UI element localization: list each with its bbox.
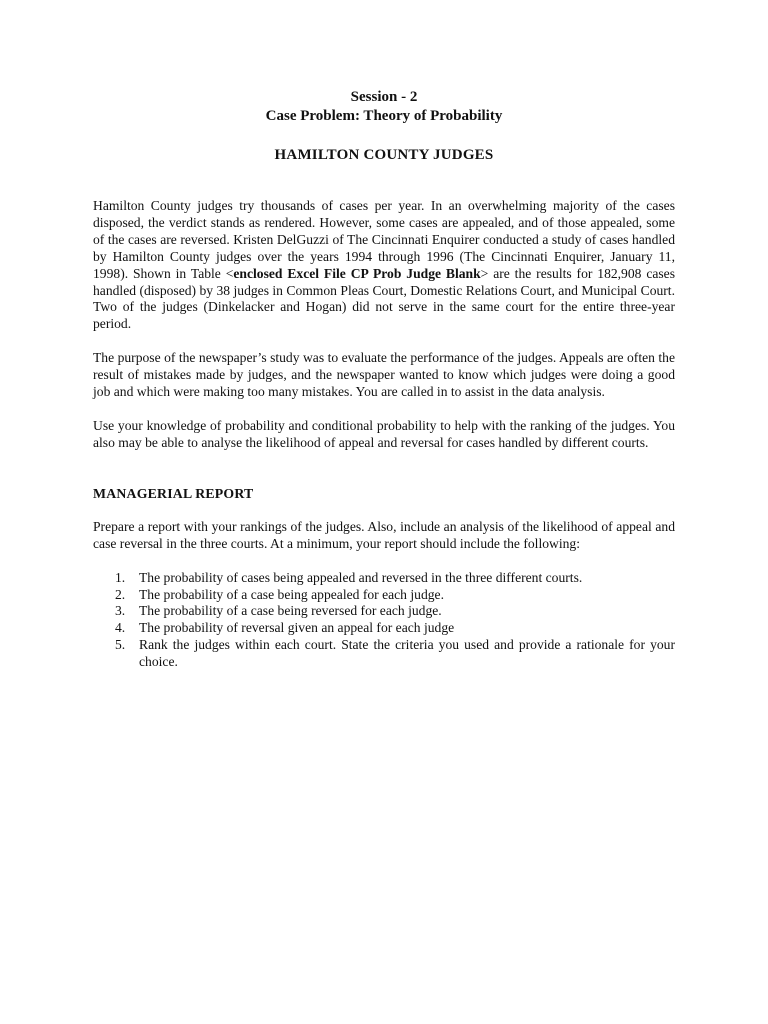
list-item [93,637,675,671]
list-item [93,570,675,587]
list-item-number: 2. [115,586,126,602]
list-item-text: Rank the judges within each court. State the criteria you used and provide a rationale for your choice. [139,637,675,670]
list-item-number: 1. [115,569,126,585]
excel-file-reference: enclosed Excel File CP Prob Judge Blank [233,265,481,281]
list-item [93,620,675,637]
task-paragraph: Use your knowledge of probability and conditional probability to help with the ranking of the judges. You also may be able to analyse the likelihood of appeal and reversal for cases handled by different courts. [93,417,675,450]
list-item-text: The probability of a case being appealed for each judge. [139,586,444,602]
document-title: HAMILTON COUNTY JUDGES [274,147,494,163]
list-item [93,587,675,604]
document-page [93,88,675,671]
list-item [93,603,675,620]
list-item-number: 4. [115,620,126,636]
list-item-text: The probability of a case being reversed for each judge. [139,603,442,619]
session-label: Session - 2 [350,89,418,105]
list-item-number: 3. [115,603,126,619]
list-item-text: The probability of cases being appealed and reversed in the three different courts. [139,569,583,585]
intro-paragraph [93,198,675,333]
purpose-paragraph: The purpose of the newspaper’s study was to evaluate the performance of the judges. Appeals are often the result of mistakes made by judges, and the newspaper wanted to know which judges were doing a good job and which were making too many mistakes. You are called in to assist in the data analysis. [93,350,675,400]
list-item-text: The probability of reversal given an appeal for each judge [139,620,455,636]
case-title: Case Problem: Theory of Probability [265,108,503,124]
managerial-report-heading: MANAGERIAL REPORT [93,485,254,501]
intro-text-end: > are the results for 182,908 cases handled (disposed) by 38 judges in Common Pleas Court, Domestic Relations Court, and Municipal Court. Two of the judges (Dinkelacker and Hogan) did not serve in the same court for the entire three-year period. [93,265,676,332]
report-requirements-list [93,570,675,671]
report-intro-paragraph: Prepare a report with your rankings of the judges. Also, include an analysis of the likelihood of appeal and case reversal in the three courts. At a minimum, your report should include the following: [93,518,675,551]
intro-text-start: Hamilton County judges try thousands of cases per year. In an overwhelming majority of the cases disposed, the verdict stands as rendered. However, some cases are appealed, and of those appealed, some of the cases are reversed. Kristen DelGuzzi of The Cincinnati Enquirer conducted a study of cases handled by Hamilton County judges over the years 1994 through 1996 (The Cincinnati Enquirer, January 11, 1998). Shown in Table < [93,198,675,281]
list-item-number: 5. [115,637,126,653]
